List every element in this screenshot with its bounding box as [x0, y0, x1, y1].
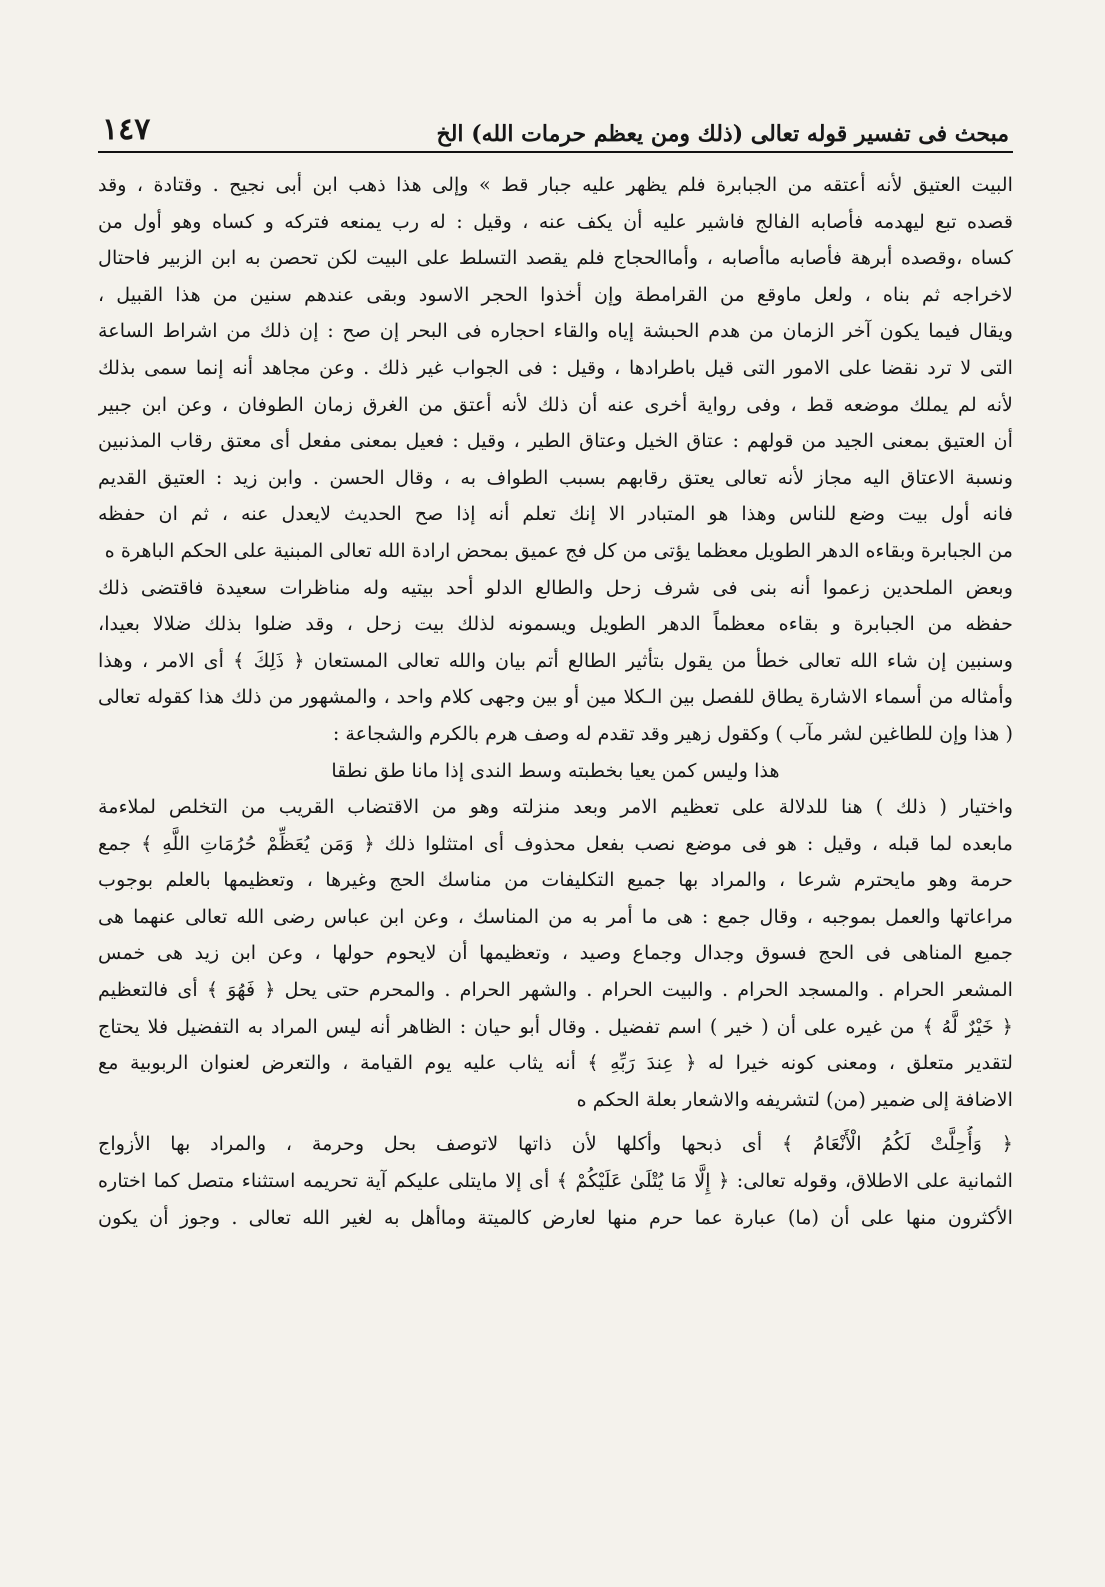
text-line: لأنه لم يملك موضعه قط ، وفى رواية أخرى عنه أن ذلك لأنه أعتق من الغرق زمان الطوفان ، وعن ابن جبير	[98, 392, 1013, 416]
text-line: وبعض الملحدين زعموا أنه بنى فى شرف زحل والطالع الدلو أحد بيتيه وله مناظرات سعيدة فاقتضى ذلك	[98, 575, 1013, 599]
text-line: ونسبة الاعتاق اليه مجاز لأنه تعالى يعتق رقابهم بسبب الطواف به ، وقال الحسن . وابن زيد : العتيق القديم	[98, 465, 1013, 489]
text-line: كساه ،وقصده أبرهة فأصابه ماأصابه ، وأماالحجاج فلم يقصد التسلط على البيت لكن تحصن به ابن الزبير فاحتال	[98, 246, 1013, 270]
text-line: التى لا ترد نقضا على الامور التى قيل باطرادها ، وقيل : فى الجواب غير ذلك . وعن مجاهد أنه إنما سمى بذلك	[98, 355, 1013, 379]
text-line: الاضافة إلى ضمير (من) لتشريفه والاشعار بعلة الحكم ه	[576, 1087, 1013, 1111]
text-line: من الجبابرة وبقاءه الدهر الطويل معظما يؤتى من كل فج عميق بمحض ارادة الله تعالى المبنية على الحكم الباهرة ه	[104, 538, 1013, 562]
text-line: البيت العتيق لأنه أعتقه من الجبابرة فلم يظهر عليه جبار قط » وإلى هذا ذهب ابن أبى نجيح . وقتادة ، وقد	[98, 173, 1013, 196]
body-text	[98, 167, 1013, 1236]
text-line: لتقدير متعلق ، ومعنى كونه خيرا له ﴿ عِندَ رَبِّهِ ﴾ أنه يثاب عليه يوم القيامة ، والتعرض لعنوان الربوبية مع	[98, 1051, 1013, 1075]
running-title: مبحث فى تفسير قوله تعالى (ذلك ومن يعظم حرمات الله) الخ	[436, 121, 1009, 147]
poetry-verse: هذا وليس كمن يعيا بخطبته وسط الندى إذا مانا طق نطقا	[331, 758, 780, 782]
text-line: مابعده لما قبله ، وقيل : هو فى موضع نصب بفعل محذوف أى امتثلوا ذلك ﴿ وَمَن يُعَظِّمْ حُرُمَاتِ اللَّهِ ﴾ جمع	[98, 831, 1013, 855]
text-line: الثمانية على الاطلاق، وقوله تعالى: ﴿ إِلَّا مَا يُتْلَىٰ عَلَيْكُمْ ﴾ أى إلا مايتلى عليكم آية تحريمه استثناء متصل كما اختاره	[98, 1169, 1013, 1193]
page-header	[98, 112, 1013, 153]
text-line: أن العتيق بمعنى الجيد من قولهم : عتاق الخيل وعتاق الطير ، وقيل : فعيل بمعنى مفعل أى معتق رقاب المذنبين	[98, 429, 1013, 453]
text-line: الأكثرون منها على أن (ما) عبارة عما حرم منها لعارض كالميتة وماأهل به لغير الله تعالى . وجوز أن يكون	[98, 1205, 1013, 1229]
text-line: ويقال فيما يكون آخر الزمان من هدم الحبشة إياه والقاء احجاره فى البحر إن صح : إن ذلك من اشراط الساعة	[98, 319, 1013, 343]
text-line: فانه أول بيت وضع للناس وهذا هو المتبادر الا إنك تعلم أنه إذا صح الحديث لايعدل عنه ، ثم ان حفظه	[98, 502, 1013, 526]
text-line: قصده تبع ليهدمه فأصابه الفالج فاشير عليه أن يكف عنه ، وقيل : له رب يمنعه فتركه و كساه وهو أول من	[98, 209, 1013, 233]
text-line: ( هذا وإن للطاغين لشر مآب ) وكقول زهير وقد تقدم له وصف هرم بالكرم والشجاعة :	[332, 721, 1013, 745]
text-line: حفظه من الجبابرة و بقاءه معظماً الدهر الطويل ويسمونه لذلك بيت زحل ، وقد ضلوا بذلك ضلالا بعيدا،	[98, 612, 1013, 636]
text-line: واختيار ( ذلك ) هنا للدلالة على تعظيم الامر وبعد منزلته وهو من الاقتضاب القريب من التخلص لملاءمة	[98, 795, 1013, 819]
text-line: المشعر الحرام . والمسجد الحرام . والبيت الحرام . والشهر الحرام . والمحرم حتى يحل ﴿ فَهُوَ ﴾ أى فالتعظيم	[98, 978, 1013, 1002]
text-line: مراعاتها والعمل بموجبه ، وقال جمع : هى ما أمر به من المناسك ، وعن ابن عباس رضى الله تعالى عنهما هى	[98, 904, 1013, 928]
text-line: جميع المناهى فى الحج فسوق وجدال وجماع وصيد ، وتعظيمها أن لايحوم حولها ، وعن ابن زيد هى خمس	[98, 941, 1013, 965]
text-line: حرمة وهو مايحترم شرعا ، والمراد بها جميع التكليفات من مناسك الحج وغيرها ، وتعظيمها بالعلم بوجوب	[98, 868, 1013, 892]
page-number: ١٤٧	[102, 112, 151, 147]
text-line: وسنبين إن شاء الله تعالى خطأ من يقول بتأثير الطالع أتم بيان والله تعالى المستعان ﴿ ذَلِكَ ﴾ أى الامر ، وهذا	[98, 648, 1013, 672]
text-line: ﴿ خَيْرٌ لَّهُ ﴾ من غيره على أن ( خير ) اسم تفضيل . وقال أبو حيان : الظاهر أنه ليس المراد به التفضيل فلا يحتاج	[98, 1014, 1013, 1038]
text-line: وأمثاله من أسماء الاشارة يطاق للفصل بين الـكلا مين أو بين وجهى كلام واحد ، والمشهور من ذلك هذا كقوله تعالى	[98, 685, 1013, 709]
text-line: لاخراجه ثم بناه ، ولعل ماوقع من القرامطة وإن أخذوا الحجر الاسود وبقى عندهم سنين من هذا القبيل ،	[98, 282, 1013, 306]
text-line: ﴿ وَأُحِلَّتْ لَكُمُ الْأَنْعَامُ ﴾ أى ذبحها وأكلها لأن ذاتها لاتوصف بحل وحرمة ، والمراد بها الأزواج	[98, 1132, 1013, 1156]
